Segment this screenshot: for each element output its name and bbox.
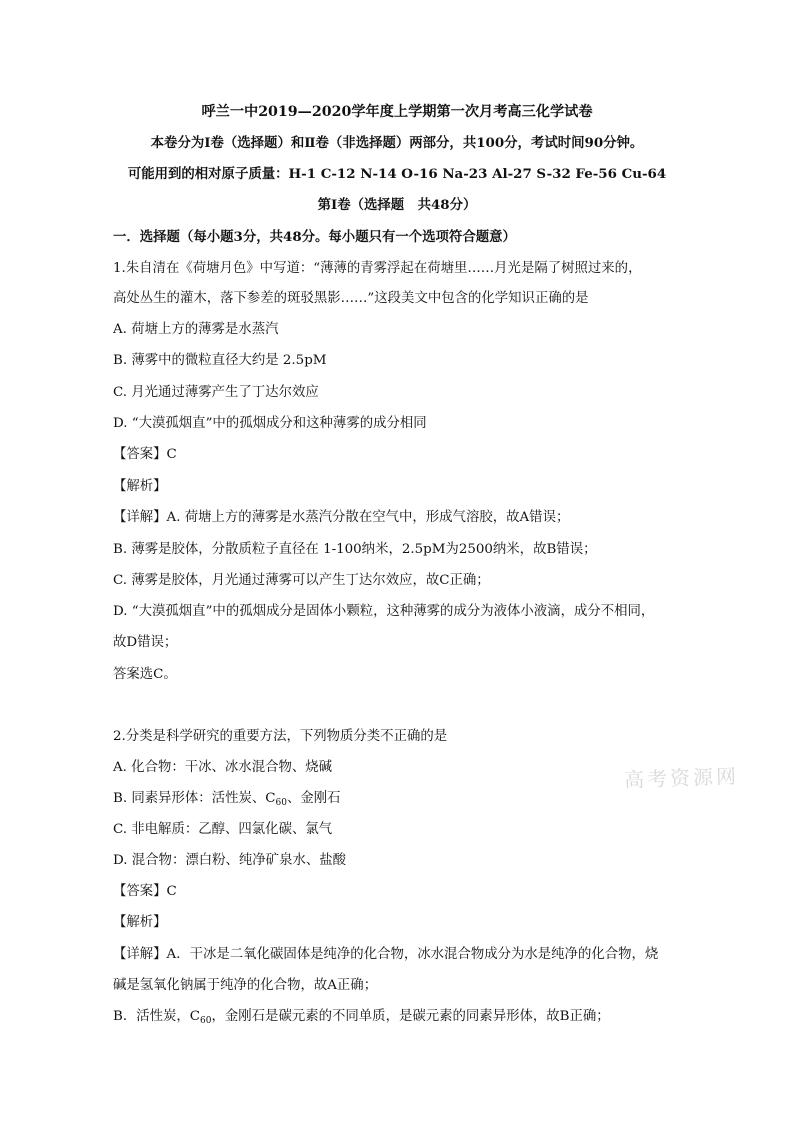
q2-option-b-text: B. 同素异形体：活性炭、C [113,791,276,806]
q2-detail-a-line-1: 【详解】A．干冰是二氧化碳固体是纯净的化合物，冰水混合物成分为水是纯净的化合物，烧 [113,947,659,962]
q2-option-a: A. 化合物：干冰、冰水混合物、烧碱 [113,760,333,775]
q1-detail-a: 【详解】A. 荷塘上方的薄雾是水蒸汽分散在空气中，形成气溶胶，故A错误； [113,510,570,525]
q2-detail-b-text-end: ，金刚石是碳元素的不同单质，是碳元素的同素异形体，故B正确； [211,1009,610,1024]
q1-analysis-label: 【解析】 [113,479,167,494]
q2-option-b-subscript: 60 [275,798,287,808]
part-heading: 一．选择题（每小题3分，共48分。每小题只有一个选项符合题意） [113,229,516,245]
q1-option-b: B. 薄雾中的微粒直径大约是 2.5pM [113,353,327,368]
q1-answer: 【答案】C [113,447,177,462]
q1-detail-c: C. 薄雾是胶体，月光通过薄雾可以产生丁达尔效应，故C正确； [113,573,490,588]
q1-stem-line-1: 1.朱自清在《荷塘月色》中写道：“薄薄的青雾浮起在荷塘里……月光是隔了树照过来的， [113,261,642,276]
q2-analysis-label: 【解析】 [113,915,167,930]
q2-answer: 【答案】C [113,884,177,899]
q1-conclusion: 答案选C。 [113,667,177,682]
q2-detail-a-line-2: 碱是氢氧化钠属于纯净的化合物，故A正确； [113,978,378,993]
q1-detail-b: B. 薄雾是胶体，分散质粒子直径在 1-100纳米，2.5pM为2500纳米，故B错误； [113,542,597,557]
q2-detail-b-text: B．活性炭，C [113,1009,201,1024]
q1-option-c: C. 月光通过薄雾产生了丁达尔效应 [113,385,319,400]
q2-option-d: D. 混合物：漂白粉、纯净矿泉水、盐酸 [113,853,347,868]
exam-title: 呼兰一中2019—2020学年度上学期第一次月考高三化学试卷 [201,104,593,120]
q2-detail-b [113,1008,610,1030]
exam-intro: 本卷分为Ⅰ卷（选择题）和Ⅱ卷（非选择题）两部分，共100分，考试时间90分钟。 [150,135,644,151]
q1-detail-d-line-2: 故D错误； [113,635,178,650]
q2-option-b [113,790,341,812]
watermark-logo: 高考资源网 [623,763,740,792]
atomic-masses: 可能用到的相对原子质量：H-1 C-12 N-14 O-16 Na-23 Al-27 S-32 Fe-56 Cu-64 [127,166,667,182]
q2-detail-b-subscript: 60 [200,1016,212,1026]
q1-stem-line-2: 高处丛生的灌木，落下参差的斑驳黑影……”这段美文中包含的化学知识正确的是 [113,291,589,306]
q2-stem: 2.分类是科学研究的重要方法，下列物质分类不正确的是 [113,729,448,744]
q1-option-a: A. 荷塘上方的薄雾是水蒸汽 [113,322,279,337]
q1-detail-d-line-1: D. “大漠孤烟直”中的孤烟成分是固体小颗粒，这种薄雾的成分为液体小液滴，成分不相同， [113,604,655,619]
q2-option-c: C. 非电解质：乙醇、四氯化碳、氯气 [113,822,333,837]
q2-option-b-text-end: 、金刚石 [286,791,341,806]
q1-option-d: D. “大漠孤烟直”中的孤烟成分和这种薄雾的成分相同 [113,416,427,431]
section-title: 第Ⅰ卷（选择题 共48分） [317,197,477,213]
